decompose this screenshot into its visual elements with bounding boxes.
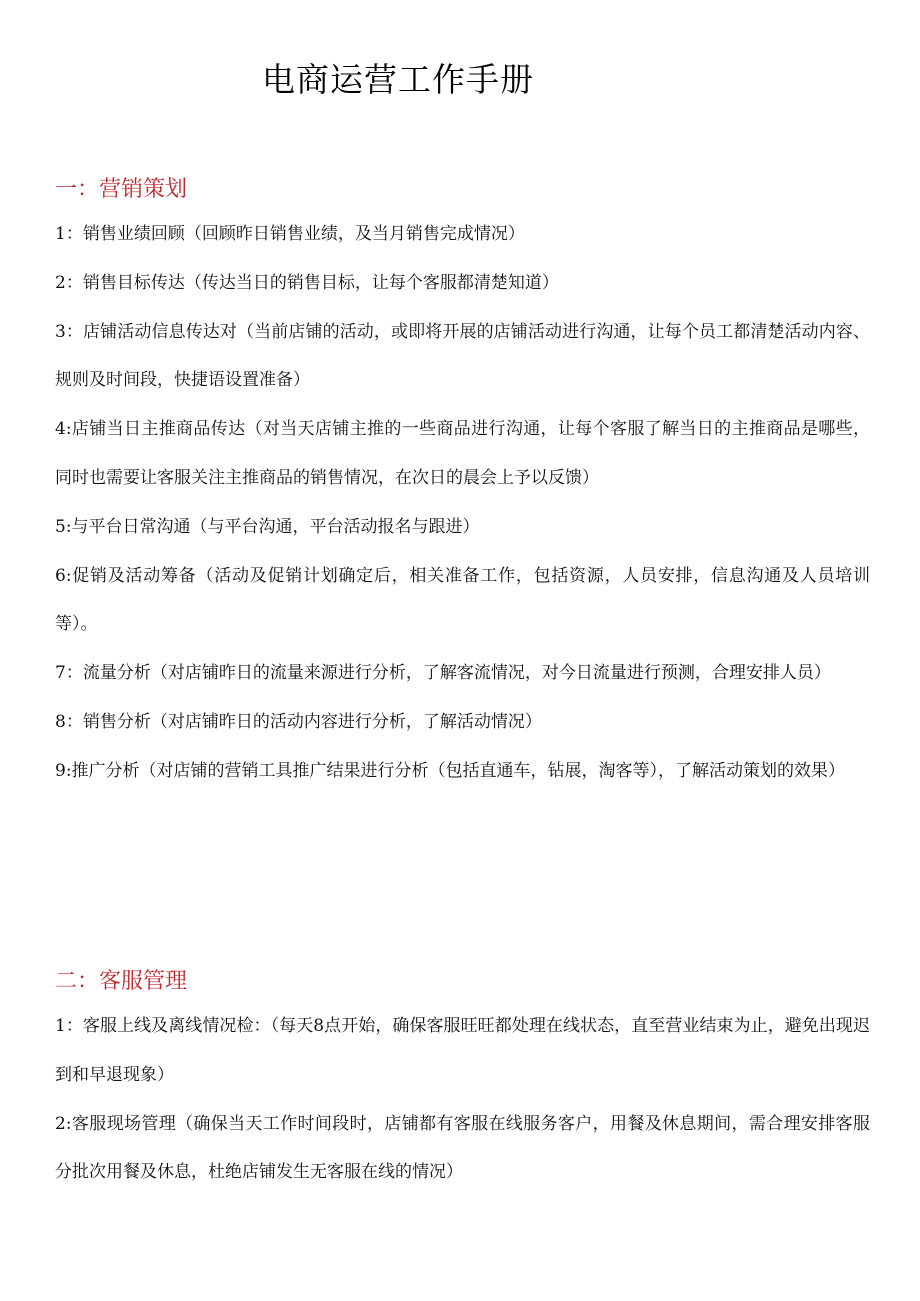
list-item: 9:推广分析（对店铺的营销工具推广结果进行分析（包括直通车，钻展，淘客等），了解活动策划的效果） <box>55 760 846 781</box>
list-item: 8：销售分析（对店铺昨日的活动内容进行分析，了解活动情况） <box>55 711 542 732</box>
list-item: 4:店铺当日主推商品传达（对当天店铺主推的一些商品进行沟通，让每个客服了解当日的主推商品是哪些，同时也需要让客服关注主推商品的销售情况，在次日的晨会上予以反馈） <box>55 419 870 488</box>
list-item: 2：销售目标传达（传达当日的销售目标，让每个客服都清楚知道） <box>55 272 559 293</box>
section-customer-service <box>55 962 870 1197</box>
section-marketing-planning <box>55 170 870 796</box>
section-heading: 一：营销策划 <box>55 177 188 202</box>
list-item: 2:客服现场管理（确保当天工作时间段时，店铺都有客服在线服务客户，用餐及休息期间，需合理安排客服分批次用餐及休息，杜绝店铺发生无客服在线的情况） <box>55 1113 870 1183</box>
document-title: 电商运营工作手册 <box>262 60 534 99</box>
list-item: 7：流量分析（对店铺昨日的流量来源进行分析，了解客流情况，对今日流量进行预测，合理安排人员） <box>55 663 831 684</box>
list-item: 1：销售业绩回顾（回顾昨日销售业绩，及当月销售完成情况） <box>55 224 525 244</box>
list-item: 6:促销及活动筹备（活动及促销计划确定后，相关准备工作，包括资源，人员安排，信息沟通及人员培训等）。 <box>55 565 870 635</box>
list-item: 5:与平台日常沟通（与平台沟通，平台活动报名与跟进） <box>55 516 480 537</box>
section-heading: 二：客服管理 <box>55 969 188 994</box>
list-item: 1：客服上线及离线情况检：（每天8点开始，确保客服旺旺都处理在线状态，直至营业结束为止，避免出现迟到和早退现象） <box>55 1016 870 1085</box>
list-item: 3：店铺活动信息传达对（当前店铺的活动，或即将开展的店铺活动进行沟通，让每个员工都清楚活动内容、规则及时间段，快捷语设置准备） <box>55 321 870 391</box>
